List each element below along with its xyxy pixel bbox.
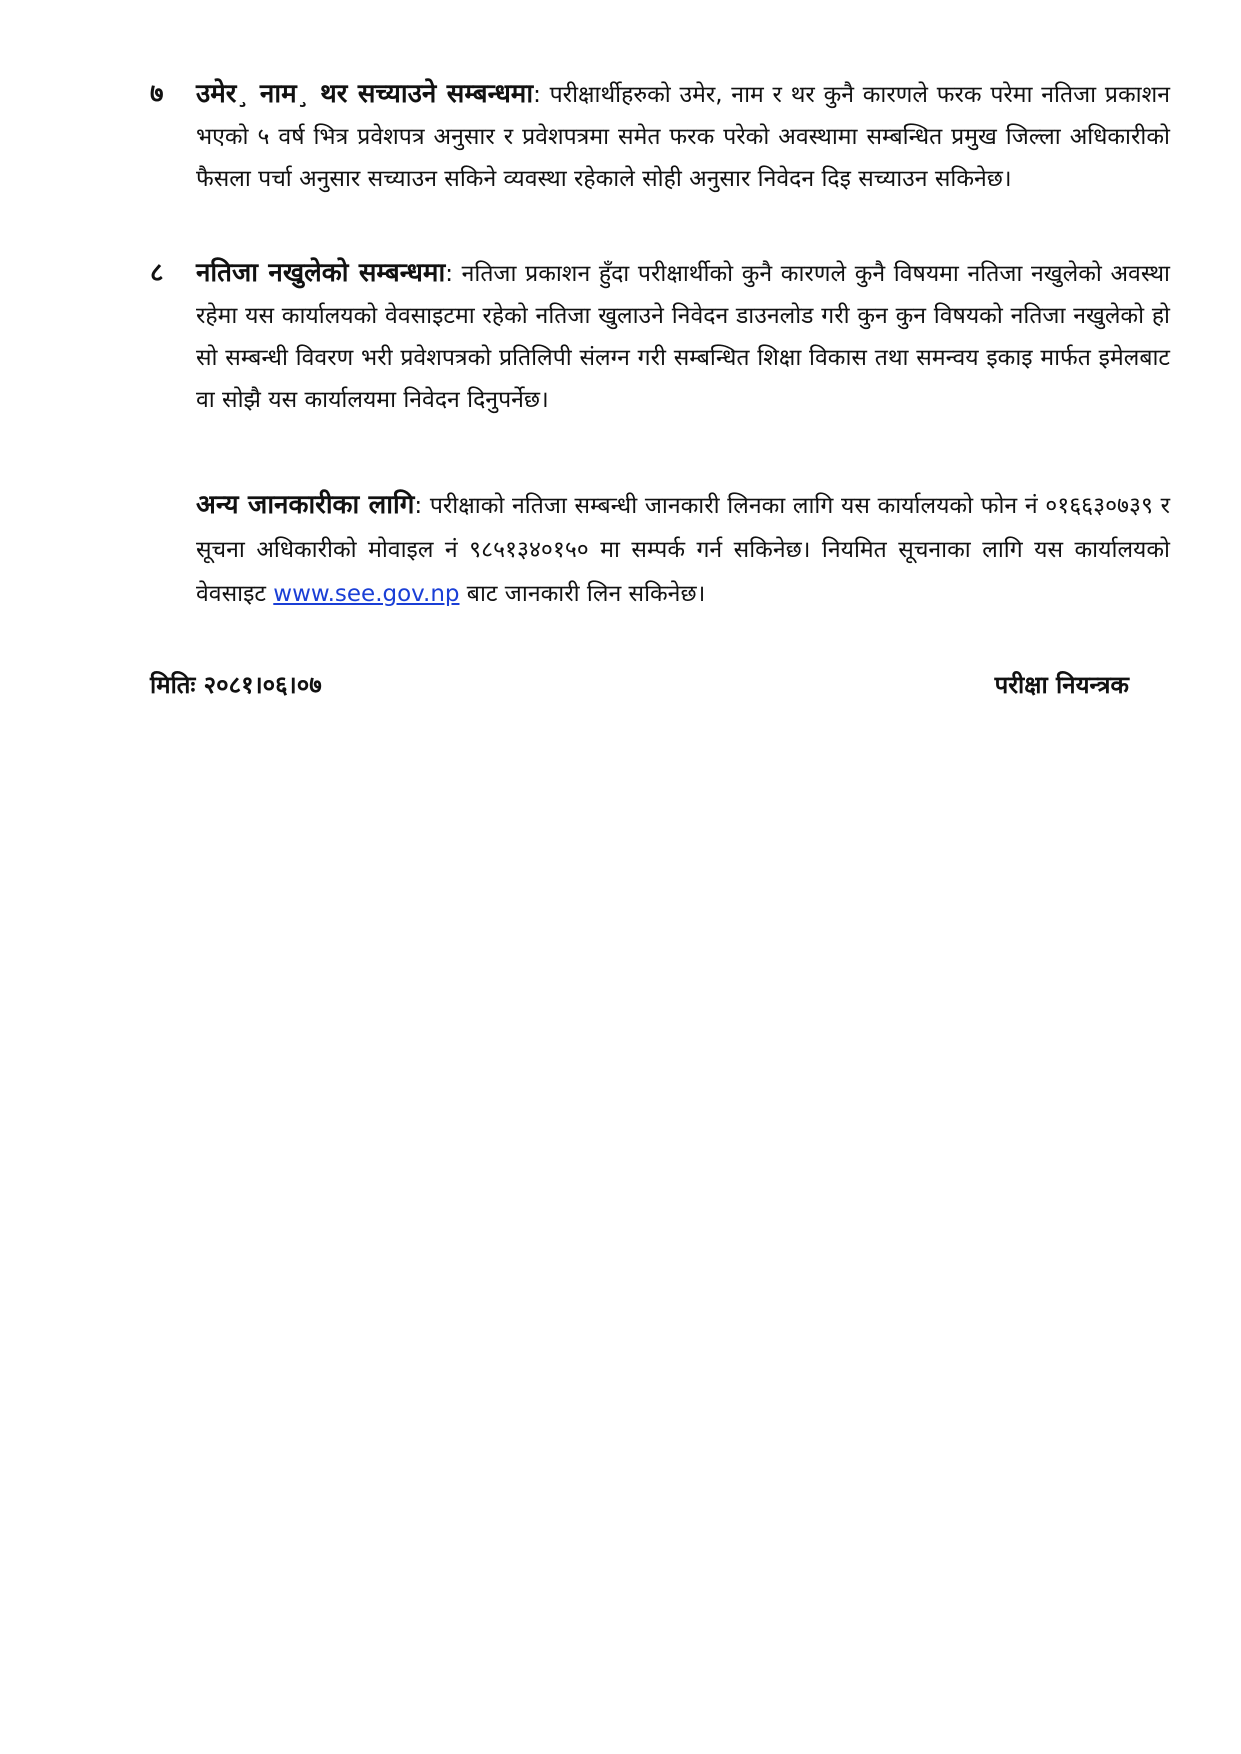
issue-date: मितिः २०८१।०६।०७ xyxy=(150,671,322,699)
section-body xyxy=(196,252,1170,421)
section-body xyxy=(196,73,1170,200)
section-heading: नतिजा नखुलेको सम्बन्धमा xyxy=(196,258,446,288)
section-8-result-not-published xyxy=(150,252,1170,421)
heading-separator: : xyxy=(533,82,541,108)
signatory-title: परीक्षा नियन्त्रक xyxy=(994,671,1129,699)
section-number: ८ xyxy=(150,258,164,288)
section-text: नतिजा प्रकाशन हुँदा परीक्षार्थीको कुनै कारणले कुनै विषयमा नतिजा नखुलेको अवस्था रहेमा यस कार्यालयको वेवसाइटमा रहेको नतिजा खुलाउने निवेदन डाउनलोड गरी कुन कुन विषयको नतिजा नखुलेको हो सो सम्बन्धी विवरण भरी प्रवेशपत्रको प्रतिलिपी संलग्न गरी सम्बन्धित शिक्षा विकास तथा समन्वय इकाइ मार्फत इमेलबाट वा सोझै यस कार्यालयमा निवेदन दिनुपर्नेछ। xyxy=(196,261,1170,413)
section-7-age-name-correction xyxy=(150,73,1170,200)
info-heading: अन्य जानकारीका लागि xyxy=(196,490,415,520)
website-link[interactable]: www.see.gov.np xyxy=(273,581,460,607)
info-text-end: बाट जानकारी लिन सकिनेछ। xyxy=(459,581,706,607)
heading-separator: : xyxy=(414,493,423,519)
info-text: परीक्षाको नतिजा सम्बन्धी जानकारी लिनका लागि यस कार्यालयको फोन नं ०१६६३०७३९ र सूचना अधिकारीको मोवाइल नं ९८५१३४०१५० मा सम्पर्क गर्न सकिनेछ। नियमित सूचनाका लागि यस कार्यालयको वेवसाइट xyxy=(196,493,1170,607)
section-number: ७ xyxy=(150,79,164,109)
section-text: परीक्षार्थीहरुको उमेर, नाम र थर कुनै कारणले फरक परेमा नतिजा प्रकाशन भएको ५ वर्ष भित्र प्रवेशपत्र अनुसार र प्रवेशपत्रमा समेत फरक परेको अवस्थामा सम्बन्धित प्रमुख जिल्ला अधिकारीको फैसला पर्चा अनुसार सच्याउन सकिने व्यवस्था रहेकाले सोही अनुसार निवेदन दिइ सच्याउन सकिनेछ। xyxy=(196,82,1170,192)
heading-separator: : xyxy=(445,261,453,287)
section-heading: उमेर¸ नाम¸ थर सच्याउने सम्बन्धमा xyxy=(196,79,534,109)
other-information-paragraph xyxy=(196,483,1170,616)
